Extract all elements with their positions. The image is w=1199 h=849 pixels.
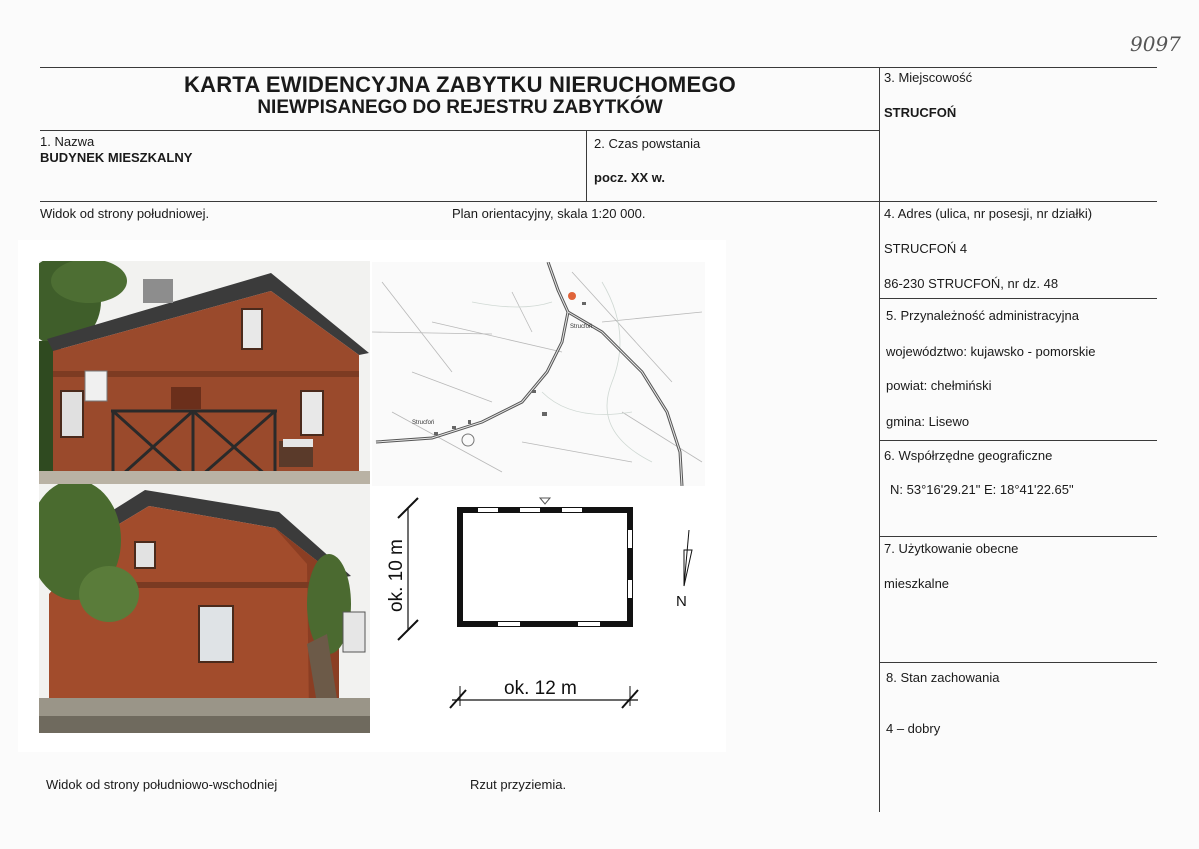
stan-value: 4 – dobry <box>886 721 941 736</box>
building-outline <box>460 510 630 624</box>
wojewodztwo: województwo: kujawsko - pomorskie <box>886 344 1096 359</box>
top-border <box>40 67 1157 68</box>
width-dimension-label: ok. 12 m <box>504 678 577 699</box>
czas-value: pocz. XX w. <box>594 170 666 185</box>
stan-label: 8. Stan zachowania <box>886 670 1000 685</box>
fields-bottom-border <box>40 201 1157 202</box>
adres-line1: STRUCFOŃ 4 <box>884 241 968 256</box>
photo-southeast-view <box>39 484 370 733</box>
sep-6-7 <box>880 536 1157 537</box>
miejscowosc-label: 3. Miejscowość <box>884 70 973 85</box>
sep-5-6 <box>880 440 1157 441</box>
photo-south-view <box>39 261 370 484</box>
nazwa-value: BUDYNEK MIESZKALNY <box>40 150 193 165</box>
caption-ground-floor: Rzut przyziemia. <box>470 777 567 792</box>
caption-southeast-view: Widok od strony południowo-wschodniej <box>46 777 278 792</box>
floor-plan <box>380 494 710 714</box>
gmina: gmina: Lisewo <box>886 414 970 429</box>
north-arrow-icon <box>684 530 692 586</box>
map-place-label: Strucfoń <box>570 324 593 330</box>
sep-7-8 <box>880 662 1157 663</box>
card-title: KARTA EWIDENCYJNA ZABYTKU NIERUCHOMEGO <box>184 72 736 97</box>
adres-line2: 86-230 STRUCFOŃ, nr dz. 48 <box>884 276 1059 291</box>
miejscowosc-value: STRUCFOŃ <box>884 105 957 120</box>
north-label: N <box>676 593 687 610</box>
wspolrzedne-value: N: 53°16'29.21" E: 18°41'22.65" <box>890 482 1074 497</box>
powiat: powiat: chełmiński <box>886 378 992 393</box>
name-time-divider <box>586 130 587 201</box>
czas-label: 2. Czas powstania <box>594 136 701 151</box>
title-bottom-border <box>40 130 880 131</box>
sep-4-5 <box>880 298 1157 299</box>
adres-label: 4. Adres (ulica, nr posesji, nr działki) <box>884 206 1093 221</box>
map-village-label: Strucfoń <box>412 420 435 426</box>
height-dimension-label: ok. 10 m <box>386 539 407 612</box>
wspolrzedne-label: 6. Współrzędne geograficzne <box>884 448 1053 463</box>
handwritten-number: 9097 <box>1130 32 1181 56</box>
przynaleznosc-label: 5. Przynależność administracyjna <box>886 308 1079 323</box>
card-subtitle: NIEWPISANEGO DO REJESTRU ZABYTKÓW <box>257 97 663 118</box>
uzytkowanie-label: 7. Użytkowanie obecne <box>884 541 1019 556</box>
caption-plan: Plan orientacyjny, skala 1:20 000. <box>452 206 646 221</box>
nazwa-label: 1. Nazwa <box>40 134 95 149</box>
entrance-marker <box>540 498 550 504</box>
uzytkowanie-value: mieszkalne <box>884 576 950 591</box>
caption-south-view: Widok od strony południowej. <box>40 206 210 221</box>
orientation-map <box>372 262 705 486</box>
